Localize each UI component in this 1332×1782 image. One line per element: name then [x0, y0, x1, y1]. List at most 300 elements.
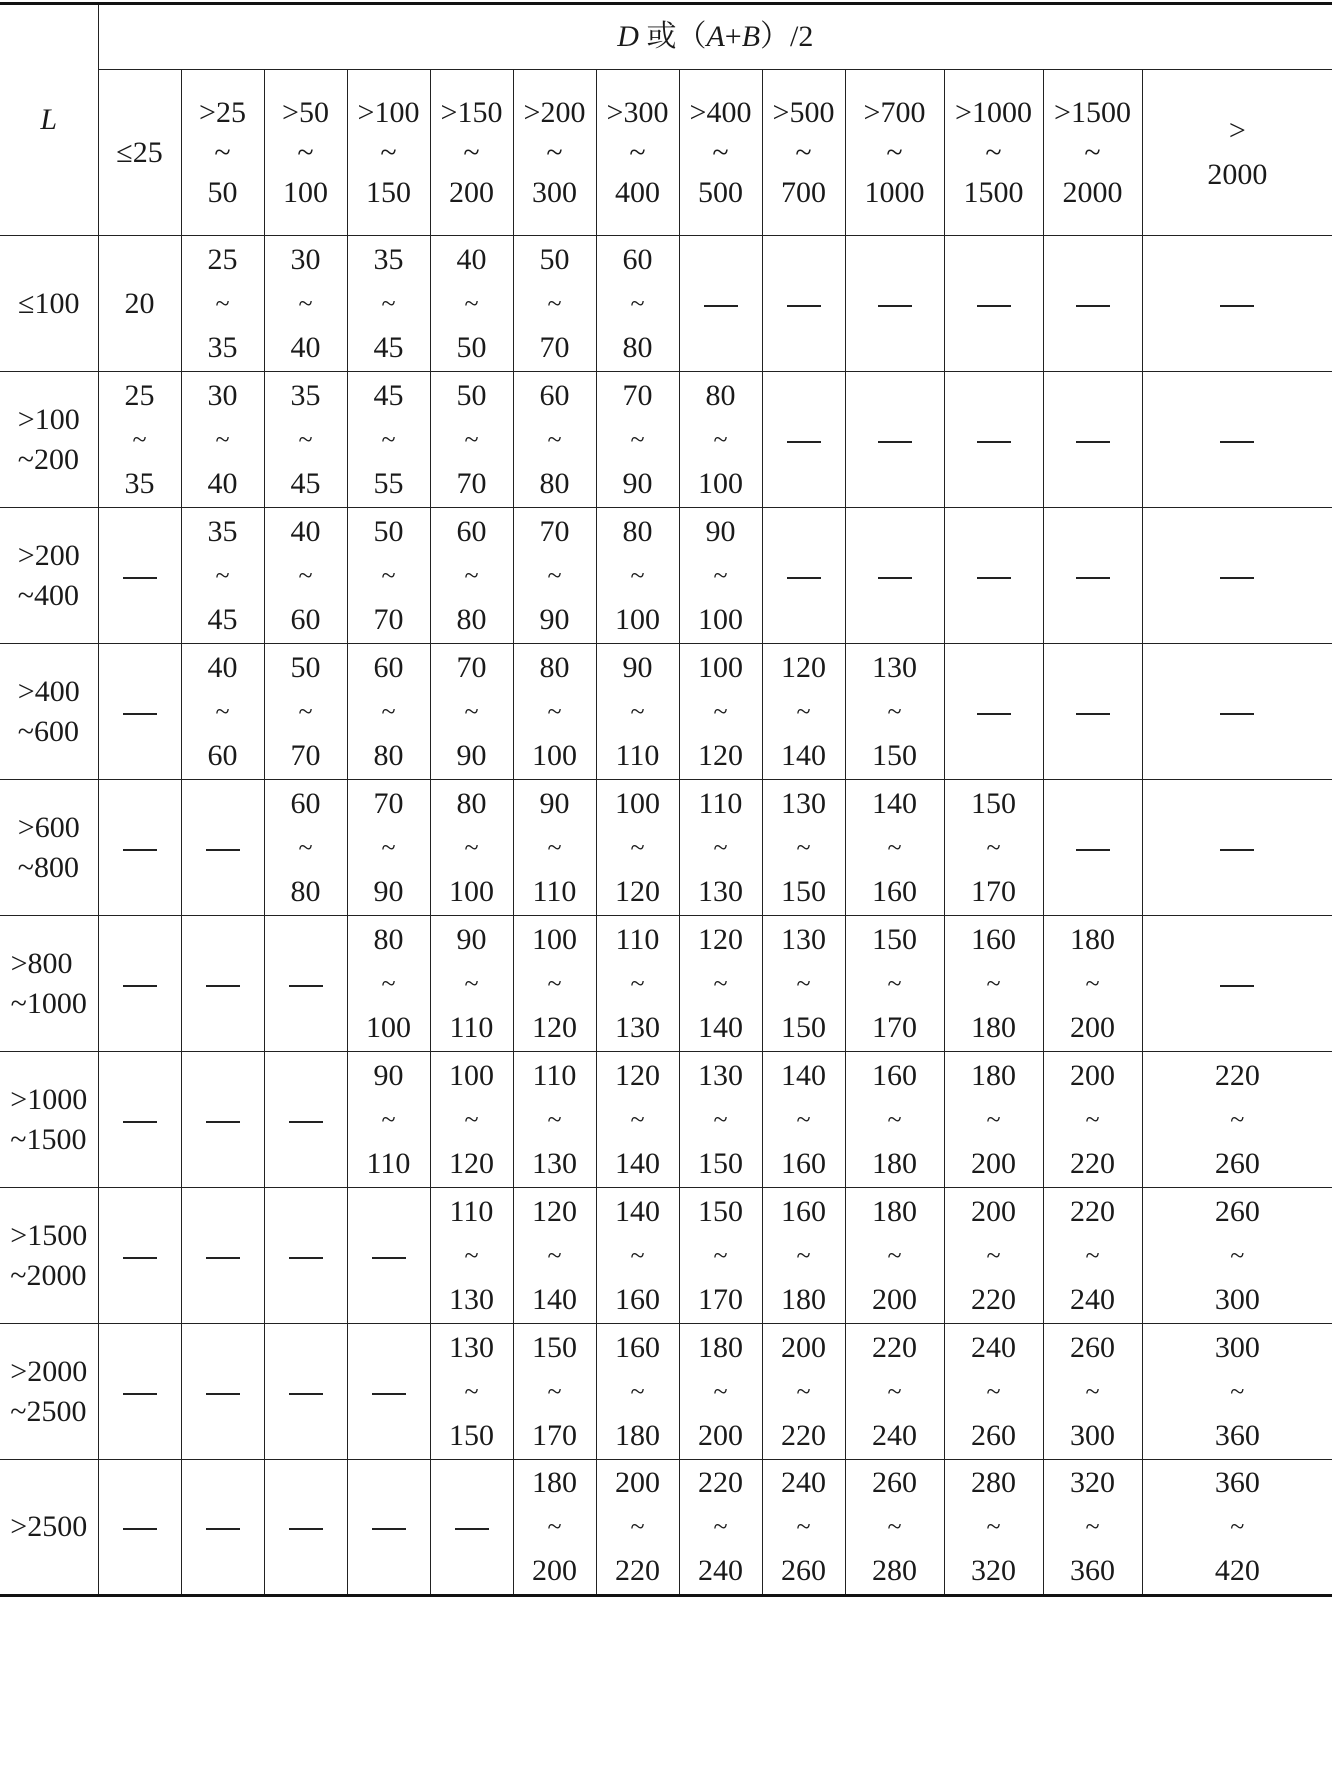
- column-header-10: [944, 70, 1043, 236]
- column-header-mid: ~: [297, 135, 314, 169]
- cell-range: [872, 1194, 917, 1316]
- table-cell: [98, 1052, 181, 1188]
- table-cell: [98, 780, 181, 916]
- column-header-0: [98, 70, 181, 236]
- table-cell: [845, 1188, 944, 1324]
- cell-range: [290, 650, 321, 772]
- cell-range-mid: ~: [381, 968, 396, 998]
- cell-range-top: 160: [872, 1058, 917, 1092]
- cell-range-mid: ~: [630, 1104, 645, 1134]
- column-header-mid: ~: [546, 135, 563, 169]
- cell-range: [971, 922, 1016, 1044]
- cell-range-top: 360: [1214, 1466, 1260, 1499]
- column-header-top: >300: [606, 95, 669, 129]
- cell-range: [456, 378, 487, 500]
- cell-range-mid: ~: [215, 696, 230, 726]
- table-cell: [1043, 916, 1142, 1052]
- cell-range-bottom: 45: [290, 466, 321, 500]
- cell-range-top: 220: [698, 1466, 743, 1499]
- empty-dash: [1076, 713, 1110, 715]
- cell-range-mid: ~: [298, 424, 313, 454]
- table-cell: [347, 780, 430, 916]
- row-label: [17, 810, 80, 884]
- column-header-bottom: 2000: [1207, 157, 1268, 191]
- table-cell: [1043, 780, 1142, 916]
- column-header-range: [357, 95, 420, 209]
- cell-range-bottom: 420: [1214, 1554, 1260, 1587]
- column-header-label: ≤25: [116, 135, 163, 169]
- empty-dash: [123, 849, 157, 851]
- table-cell: [347, 1460, 430, 1596]
- table-row: [0, 644, 1332, 780]
- empty-dash: [123, 985, 157, 987]
- row-label-line: ~800: [17, 850, 80, 884]
- cell-range: [698, 1058, 743, 1180]
- cell-range-bottom: 90: [373, 874, 404, 908]
- row-label-cell: [0, 644, 98, 780]
- cell-range-top: 100: [698, 650, 743, 684]
- table-cell: [679, 236, 762, 372]
- row-label-line: ~2000: [10, 1258, 87, 1292]
- cell-range-mid: ~: [132, 424, 147, 454]
- cell-range: [781, 922, 826, 1044]
- column-header-bottom: 1000: [864, 175, 925, 209]
- column-header-1: [181, 70, 264, 236]
- cell-range: [539, 378, 570, 500]
- cell-range: [698, 650, 743, 772]
- cell-range-mid: ~: [547, 968, 562, 998]
- table-cell: [181, 1188, 264, 1324]
- cell-range: [373, 378, 404, 500]
- table-cell: [845, 372, 944, 508]
- cell-range-top: 70: [539, 514, 570, 548]
- table-cell: [762, 780, 845, 916]
- cell-range: [532, 1058, 577, 1180]
- table-cell: [845, 644, 944, 780]
- table-cell: [430, 372, 513, 508]
- column-header-top: >50: [282, 95, 329, 129]
- column-header-bottom: 500: [697, 175, 743, 209]
- cell-range-mid: ~: [986, 1376, 1001, 1406]
- cell-range-top: 60: [373, 650, 404, 684]
- cell-range-top: 200: [971, 1194, 1016, 1228]
- cell-range-top: 180: [1070, 922, 1115, 956]
- column-header-8: [762, 70, 845, 236]
- cell-range: [373, 514, 404, 636]
- cell-range-mid: ~: [887, 832, 902, 862]
- table-cell: [98, 916, 181, 1052]
- column-header-row: [0, 70, 1332, 236]
- cell-range-mid: ~: [1085, 968, 1100, 998]
- cell-range-bottom: 110: [366, 1146, 411, 1180]
- table-cell: [347, 236, 430, 372]
- row-label-cell: [0, 1052, 98, 1188]
- cell-range: [872, 650, 917, 772]
- cell-range-bottom: 200: [971, 1146, 1016, 1180]
- table-cell: [1043, 236, 1142, 372]
- table-cell: [845, 916, 944, 1052]
- cell-range-top: 80: [539, 650, 570, 684]
- cell-range: [366, 922, 411, 1044]
- cell-range: [971, 786, 1016, 908]
- empty-dash: [1220, 985, 1254, 987]
- cell-range-top: 280: [971, 1466, 1016, 1499]
- cell-range-mid: ~: [547, 832, 562, 862]
- table-cell: [347, 372, 430, 508]
- table-cell: [845, 236, 944, 372]
- cell-range-bottom: 110: [615, 738, 660, 772]
- row-label-line: >1500: [10, 1218, 88, 1252]
- cell-range: [615, 786, 660, 908]
- cell-range-bottom: 90: [456, 738, 487, 772]
- table-cell: [264, 916, 347, 1052]
- cell-range-mid: ~: [713, 424, 728, 454]
- column-group-paren-close: ）: [760, 20, 791, 53]
- cell-range-bottom: 180: [872, 1146, 917, 1180]
- table-cell: [1043, 644, 1142, 780]
- cell-range: [124, 378, 155, 500]
- cell-range-top: 150: [698, 1194, 743, 1228]
- table-cell: [181, 644, 264, 780]
- cell-range-mid: ~: [381, 696, 396, 726]
- cell-range: [872, 922, 917, 1044]
- cell-range-mid: ~: [547, 1512, 562, 1541]
- cell-range-top: 35: [373, 242, 404, 276]
- cell-range: [1215, 1468, 1260, 1586]
- cell-range-top: 130: [781, 922, 826, 956]
- empty-dash: [206, 849, 240, 851]
- table-cell: [347, 916, 430, 1052]
- cell-range-top: 240: [971, 1330, 1016, 1364]
- empty-dash: [1220, 849, 1254, 851]
- table-cell: [679, 1324, 762, 1460]
- table-cell: [430, 780, 513, 916]
- cell-range-mid: ~: [796, 696, 811, 726]
- cell-range-mid: ~: [796, 1240, 811, 1270]
- column-header-bottom: 2000: [1062, 175, 1123, 209]
- empty-dash: [455, 1528, 489, 1530]
- cell-range-top: 150: [532, 1330, 577, 1364]
- cell-range-bottom: 45: [373, 330, 404, 364]
- table-cell: [845, 1324, 944, 1460]
- cell-range-bottom: 140: [698, 1010, 743, 1044]
- row-label-line: >2500: [10, 1510, 88, 1543]
- cell-range-mid: ~: [630, 1240, 645, 1270]
- column-header-5: [513, 70, 596, 236]
- table-cell: [181, 1052, 264, 1188]
- column-header-bottom: 100: [282, 175, 328, 209]
- column-header-range: [863, 95, 926, 209]
- cell-range-top: 180: [971, 1058, 1016, 1092]
- empty-dash: [1220, 305, 1254, 307]
- table-cell: [1043, 1324, 1142, 1460]
- cell-range-mid: ~: [796, 968, 811, 998]
- cell-range-mid: ~: [547, 1240, 562, 1270]
- column-header-3: [347, 70, 430, 236]
- table-cell: [98, 1188, 181, 1324]
- cell-range-top: 80: [456, 786, 487, 820]
- cell-range-top: 320: [1070, 1466, 1115, 1499]
- cell-range-mid: ~: [713, 696, 728, 726]
- cell-range-top: 80: [705, 378, 736, 412]
- cell-range: [290, 786, 321, 908]
- cell-range-mid: ~: [1085, 1240, 1100, 1270]
- empty-dash: [1220, 441, 1254, 443]
- cell-range-top: 120: [615, 1058, 660, 1092]
- empty-dash: [1076, 577, 1110, 579]
- row-label: [10, 946, 87, 1020]
- table-cell: [181, 372, 264, 508]
- cell-range-mid: ~: [630, 968, 645, 998]
- cell-range-mid: ~: [464, 560, 479, 590]
- cell-range: [290, 242, 321, 364]
- header-row-group: [0, 4, 1332, 70]
- cell-range-top: 130: [449, 1330, 494, 1364]
- row-label-line: ~1500: [10, 1122, 87, 1156]
- column-header-range: [440, 95, 503, 209]
- table-row: [0, 916, 1332, 1052]
- cell-range-top: 90: [622, 650, 653, 684]
- cell-range: [539, 514, 570, 636]
- row-label-cell: [0, 916, 98, 1052]
- cell-range-mid: ~: [796, 1104, 811, 1134]
- cell-range-mid: ~: [630, 1512, 645, 1541]
- cell-range-bottom: 100: [615, 602, 660, 636]
- cell-range-bottom: 360: [1070, 1554, 1115, 1587]
- cell-range-bottom: 200: [532, 1554, 577, 1587]
- cell-range-bottom: 150: [781, 874, 826, 908]
- row-label-cell: [0, 372, 98, 508]
- column-header-range: [772, 95, 835, 209]
- cell-range: [373, 786, 404, 908]
- cell-range-bottom: 35: [124, 466, 155, 500]
- table-cell: [596, 372, 679, 508]
- column-header-top: >100: [357, 95, 420, 129]
- table-cell: [98, 1460, 181, 1596]
- row-label-cell: [0, 1324, 98, 1460]
- cell-range-top: 25: [207, 242, 238, 276]
- cell-range-mid: ~: [986, 968, 1001, 998]
- cell-range-top: 35: [290, 378, 321, 412]
- table-cell: [513, 1052, 596, 1188]
- row-label: [17, 674, 80, 748]
- table-cell: [596, 236, 679, 372]
- cell-range: [698, 1194, 743, 1316]
- cell-range-bottom: 120: [698, 738, 743, 772]
- cell-range-bottom: 100: [698, 602, 743, 636]
- column-header-6: [596, 70, 679, 236]
- row-label-cell: [0, 780, 98, 916]
- cell-range: [622, 378, 653, 500]
- cell-range-bottom: 150: [872, 738, 917, 772]
- cell-range-bottom: 360: [1214, 1418, 1260, 1452]
- cell-range: [449, 1058, 494, 1180]
- cell-range-bottom: 300: [1070, 1418, 1115, 1452]
- cell-range-mid: ~: [887, 696, 902, 726]
- table-cell: [679, 1188, 762, 1324]
- column-group-var-a: A: [706, 20, 725, 53]
- column-header-open-range: [1207, 113, 1268, 191]
- cell-range-top: 130: [872, 650, 917, 684]
- column-header-bottom: 50: [207, 175, 238, 209]
- cell-range-bottom: 170: [971, 874, 1016, 908]
- cell-range-mid: ~: [1085, 1104, 1100, 1134]
- cell-range: [449, 922, 494, 1044]
- row-label-line: ≤100: [18, 286, 80, 320]
- cell-range-top: 100: [449, 1058, 494, 1092]
- empty-dash: [123, 1528, 157, 1530]
- empty-dash: [1076, 849, 1110, 851]
- cell-range-top: 50: [456, 378, 487, 412]
- empty-dash: [878, 441, 912, 443]
- cell-range-mid: ~: [630, 424, 645, 454]
- cell-range-top: 90: [705, 514, 736, 548]
- cell-range-bottom: 240: [1070, 1282, 1115, 1316]
- cell-range-mid: ~: [464, 1104, 479, 1134]
- cell-range-top: 220: [872, 1330, 917, 1364]
- cell-range-mid: ~: [464, 832, 479, 862]
- column-group-plus: +: [724, 20, 742, 53]
- cell-range-top: 220: [1214, 1058, 1260, 1092]
- cell-range-top: 300: [1214, 1330, 1260, 1364]
- cell-range-bottom: 130: [615, 1010, 660, 1044]
- cell-range-top: 25: [124, 378, 155, 412]
- row-label-line: >600: [17, 810, 80, 844]
- cell-range-top: 110: [532, 1058, 577, 1092]
- cell-range-bottom: 100: [698, 466, 743, 500]
- table-cell: [430, 1460, 513, 1596]
- row-label-line: >800: [10, 946, 73, 980]
- cell-range: [971, 1194, 1016, 1316]
- table-cell: [513, 236, 596, 372]
- cell-range: [1070, 1468, 1115, 1586]
- cell-range-mid: ~: [215, 288, 230, 318]
- table-cell: [845, 508, 944, 644]
- table-cell: [944, 1324, 1043, 1460]
- cell-range: [615, 514, 660, 636]
- table-row: [0, 780, 1332, 916]
- table-cell: [181, 508, 264, 644]
- cell-range-bottom: 60: [207, 738, 238, 772]
- row-label-line: >400: [17, 674, 80, 708]
- table-cell: [430, 1324, 513, 1460]
- cell-range-bottom: 150: [781, 1010, 826, 1044]
- cell-range: [971, 1058, 1016, 1180]
- table-row: [0, 1324, 1332, 1460]
- cell-range: [449, 1330, 494, 1452]
- cell-range-bottom: 45: [207, 602, 238, 636]
- cell-range-mid: ~: [796, 1512, 811, 1541]
- cell-range-top: 160: [971, 922, 1016, 956]
- cell-range-bottom: 240: [872, 1418, 917, 1452]
- row-label: [10, 1082, 88, 1156]
- cell-range-top: 60: [456, 514, 487, 548]
- table-cell: [264, 1460, 347, 1596]
- column-header-12: [1142, 70, 1332, 236]
- cell-range: [1214, 1330, 1260, 1452]
- table-cell: [596, 1324, 679, 1460]
- empty-dash: [372, 1393, 406, 1395]
- empty-dash: [1220, 713, 1254, 715]
- column-header-mid: ~: [985, 135, 1002, 169]
- table-cell: [596, 1188, 679, 1324]
- cell-range: [373, 242, 404, 364]
- table-cell: [264, 644, 347, 780]
- cell-range: [971, 1468, 1016, 1586]
- table-cell: [1142, 1324, 1332, 1460]
- cell-range-bottom: 130: [449, 1282, 494, 1316]
- empty-dash: [787, 441, 821, 443]
- empty-dash: [123, 713, 157, 715]
- table-cell: [1142, 780, 1332, 916]
- column-header-range: [955, 95, 1032, 209]
- table-cell: [98, 372, 181, 508]
- cell-range: [456, 650, 487, 772]
- column-header-top: >1500: [1054, 95, 1131, 129]
- column-header-top: >150: [440, 95, 503, 129]
- table-cell: [679, 780, 762, 916]
- cell-range-bottom: 220: [615, 1554, 660, 1587]
- cell-range-top: 90: [539, 786, 570, 820]
- cell-range-bottom: 35: [207, 330, 238, 364]
- cell-range-top: 160: [781, 1194, 826, 1228]
- cell-range-top: 260: [1070, 1330, 1115, 1364]
- cell-range-bottom: 160: [781, 1146, 826, 1180]
- cell-range-top: 100: [615, 786, 660, 820]
- empty-dash: [206, 1393, 240, 1395]
- table-cell: [596, 780, 679, 916]
- row-label-line: ~200: [17, 442, 80, 476]
- table-cell: [762, 644, 845, 780]
- column-header-range: [523, 95, 586, 209]
- cell-range-bottom: 180: [615, 1418, 660, 1452]
- table-cell: [430, 1052, 513, 1188]
- table-cell: [430, 508, 513, 644]
- table-cell: [513, 1324, 596, 1460]
- cell-range-mid: ~: [547, 696, 562, 726]
- cell-range-top: 90: [456, 922, 487, 956]
- cell-range-mid: ~: [713, 832, 728, 862]
- cell-range-mid: ~: [464, 968, 479, 998]
- column-header-top: >700: [863, 95, 926, 129]
- column-header-bottom: 150: [365, 175, 411, 209]
- table-cell: [430, 916, 513, 1052]
- allowance-table: [0, 2, 1332, 1597]
- column-header-range: [606, 95, 669, 209]
- cell-range-bottom: 110: [532, 874, 577, 908]
- cell-range-bottom: 150: [449, 1418, 494, 1452]
- cell-range-bottom: 90: [622, 466, 653, 500]
- cell-range-bottom: 80: [622, 330, 653, 364]
- cell-range-mid: ~: [630, 560, 645, 590]
- table-cell: [679, 508, 762, 644]
- cell-range: [366, 1058, 411, 1180]
- cell-range-mid: ~: [464, 1240, 479, 1270]
- column-header-bottom: 1500: [963, 175, 1024, 209]
- table-cell: [181, 780, 264, 916]
- cell-range-bottom: 200: [1070, 1010, 1115, 1044]
- cell-range-top: 100: [532, 922, 577, 956]
- table-cell: [347, 508, 430, 644]
- empty-dash: [1220, 577, 1254, 579]
- cell-range-bottom: 160: [615, 1282, 660, 1316]
- cell-range: [207, 378, 238, 500]
- table-cell: [430, 236, 513, 372]
- row-label-line: ~1000: [10, 986, 87, 1020]
- cell-range: [290, 514, 321, 636]
- table-cell: [944, 236, 1043, 372]
- cell-range: [698, 514, 743, 636]
